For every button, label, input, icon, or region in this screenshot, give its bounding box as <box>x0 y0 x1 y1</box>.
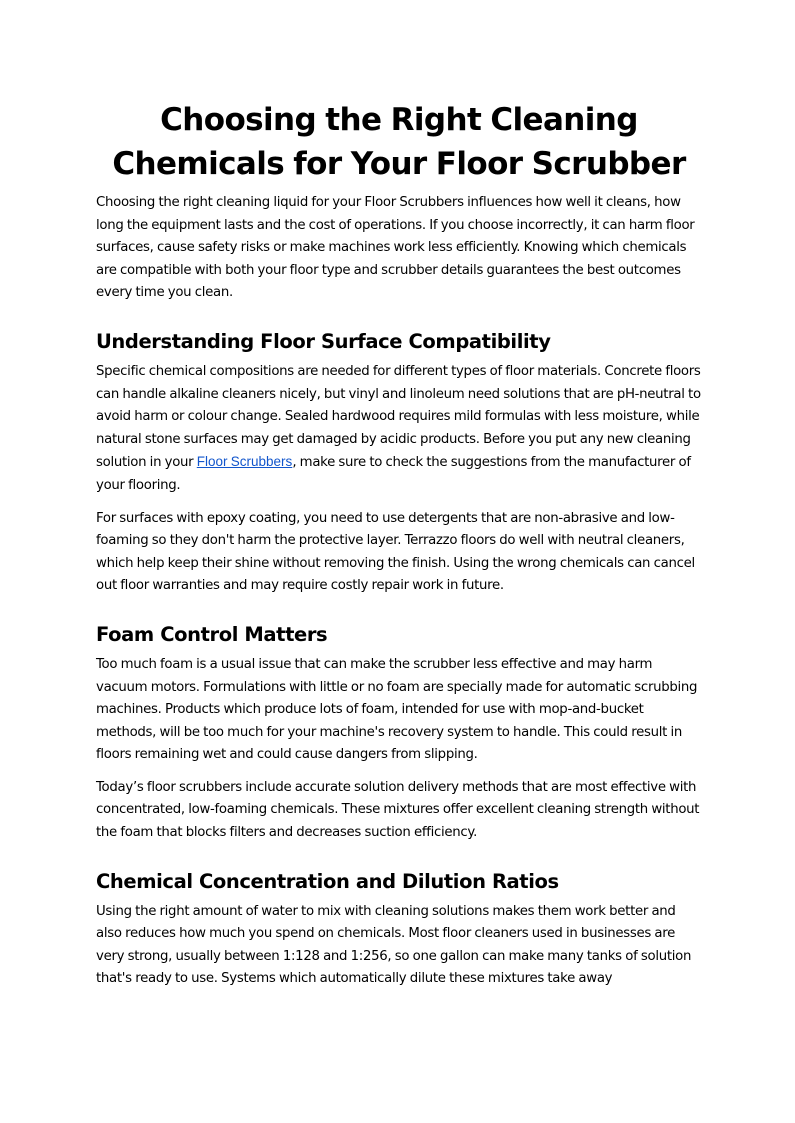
floor-scrubbers-link[interactable]: Floor Scrubbers <box>196 454 293 470</box>
section-heading-dilution-ratios: Chemical Concentration and Dilution Ratios <box>96 869 559 893</box>
section-heading-floor-compatibility: Understanding Floor Surface Compatibility <box>96 329 551 353</box>
foam-control-paragraph-2: Today’s floor scrubbers include accurate solution delivery methods that are most effective with concentrated, low-foaming chemicals. These mixtures offer excellent cleaning strength without the foam that blocks filters and decreases suction efficiency. <box>96 779 700 841</box>
paragraph-text: Specific chemical compositions are needed for different types of floor materials. Concrete floors can handle alkaline cleaners nicely, but vinyl and linoleum need solutions that are pH-neutral to avoid harm or colour change. Sealed hardwood requires mild formulas with less moisture, while natural stone surfaces may get damaged by acidic products. Before you put any new cleaning solution in your <box>96 363 701 471</box>
spacer <box>96 498 702 508</box>
foam-control-paragraph-1: Too much foam is a usual issue that can make the scrubber less effective and may harm vacuum motors. Formulations with little or no foam are specially made for automatic scrubbing machines. Products which produce lots of foam, intended for use with mop-and-bucket methods, will be too much for your machine's recovery system to handle. This could result in floors remaining wet and could cause dangers from slipping. <box>96 656 698 763</box>
paragraph-text: , make sure to check the suggestions from the manufacturer of your flooring. <box>96 455 691 493</box>
spacer <box>96 845 702 869</box>
spacer <box>96 305 702 329</box>
dilution-ratios-paragraph-1: Using the right amount of water to mix with cleaning solutions makes them work better and also reduces how much you spend on chemicals. Most floor cleaners used in businesses are very strong, usually between 1:128 and 1:256, so one gallon can make many tanks of solution that's ready to use. Systems which automatically dilute these mixtures take away <box>96 903 692 987</box>
intro-paragraph: Choosing the right cleaning liquid for your Floor Scrubbers influences how well it cleans, how long the equipment lasts and the cost of operations. If you choose incorrectly, it can harm floor surfaces, cause safety risks or make machines work less efficiently. Knowing which chemicals are compatible with both your floor type and scrubber details guarantees the best outcomes every time you clean. <box>96 195 695 301</box>
document-page <box>96 98 702 991</box>
spacer <box>96 767 702 777</box>
document-title: Choosing the Right Cleaning Chemicals for Your Floor Scrubber <box>112 102 686 182</box>
spacer <box>96 598 702 622</box>
section-heading-foam-control: Foam Control Matters <box>96 622 328 646</box>
floor-compatibility-paragraph-1 <box>96 361 702 498</box>
floor-compatibility-paragraph-2: For surfaces with epoxy coating, you need to use detergents that are non-abrasive and low-foaming so they don't harm the protective layer. Terrazzo floors do well with neutral cleaners, which help keep their shine without removing the finish. Using the wrong chemicals can cancel out floor warranties and may require costly repair work in future. <box>96 510 695 594</box>
